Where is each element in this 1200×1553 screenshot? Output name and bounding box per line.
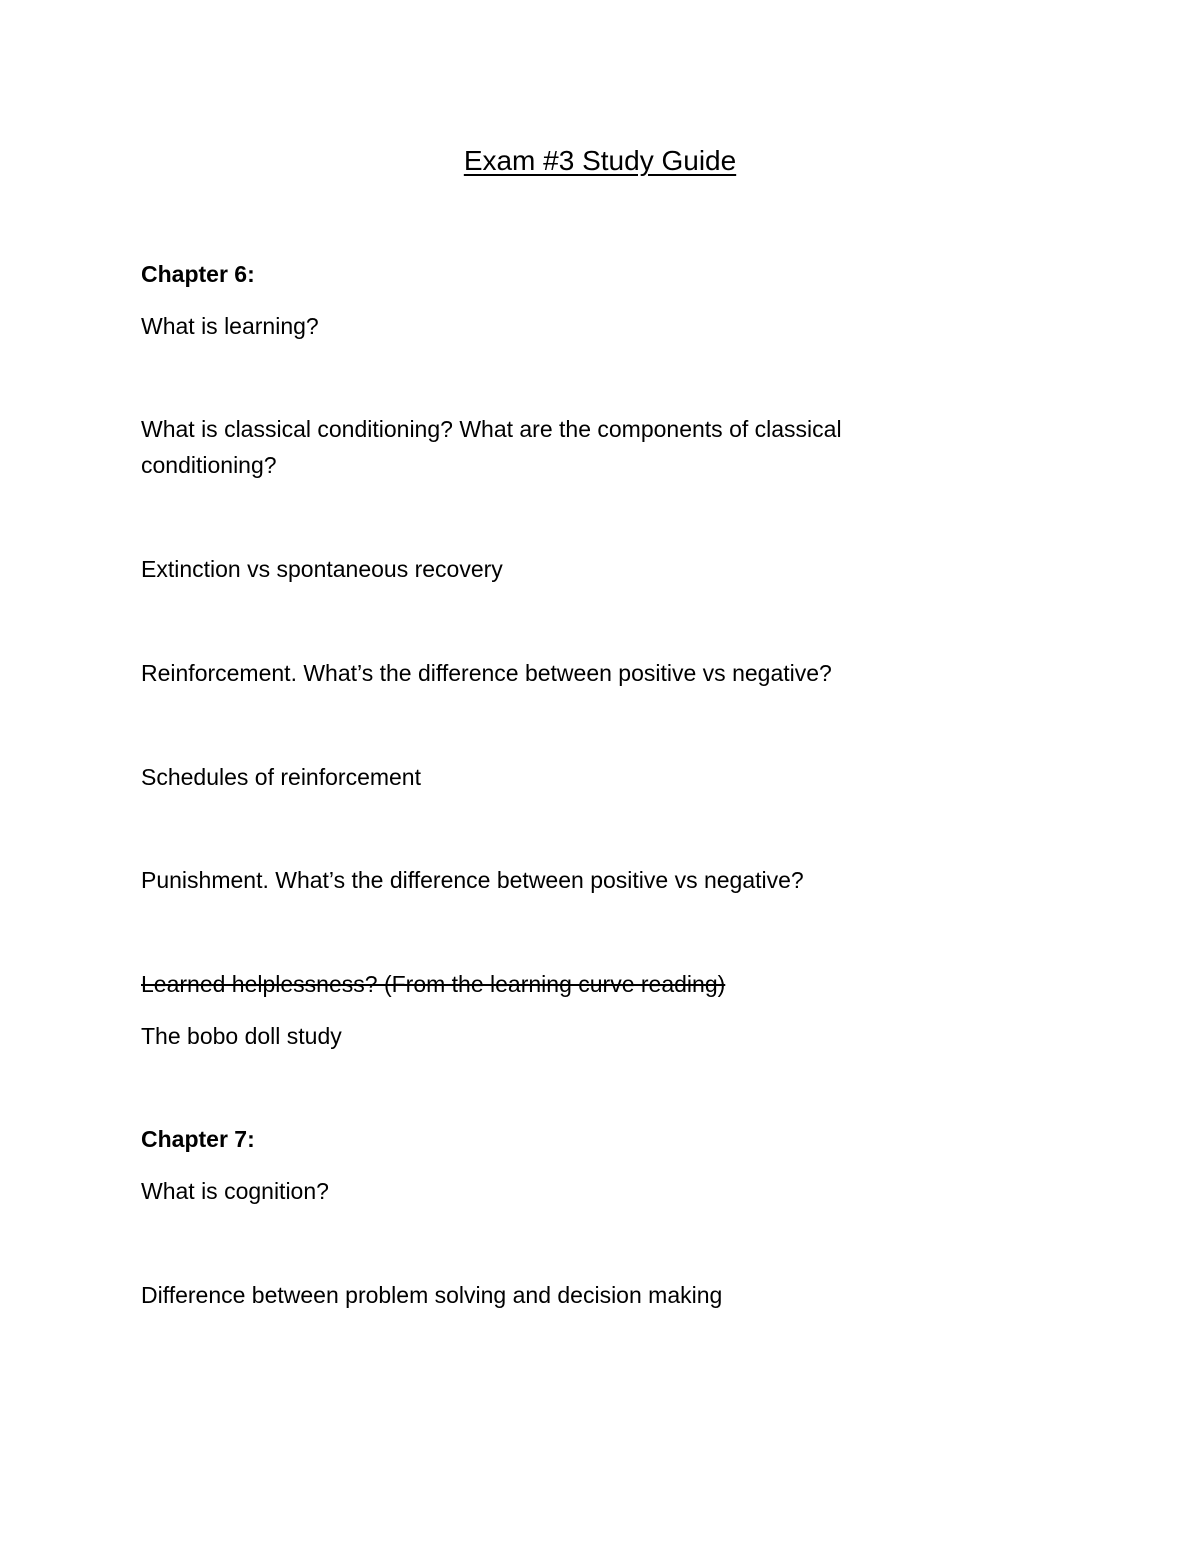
topic-problem-solving-vs-decision-making: Difference between problem solving and decision making: [141, 1282, 723, 1308]
question-what-is-cognition: What is cognition?: [141, 1178, 329, 1204]
question-reinforcement: Reinforcement. What’s the difference between positive vs negative?: [141, 660, 832, 686]
chapter-7-heading: Chapter 7:: [141, 1126, 255, 1152]
document-title: Exam #3 Study Guide: [463, 145, 737, 176]
question-punishment: Punishment. What’s the difference between positive vs negative?: [141, 867, 804, 893]
topic-extinction-vs-recovery: Extinction vs spontaneous recovery: [141, 556, 503, 582]
question-what-is-learning: What is learning?: [141, 313, 319, 339]
topic-bobo-doll-study: The bobo doll study: [141, 1023, 342, 1049]
topic-schedules-of-reinforcement: Schedules of reinforcement: [141, 764, 421, 790]
question-classical-conditioning: What is classical conditioning? What are the components of classical conditioning?: [141, 416, 842, 478]
chapter-6-heading: Chapter 6:: [141, 261, 255, 287]
topic-learned-helplessness-struck: Learned helplessness? (From the learning curve reading): [141, 971, 726, 997]
